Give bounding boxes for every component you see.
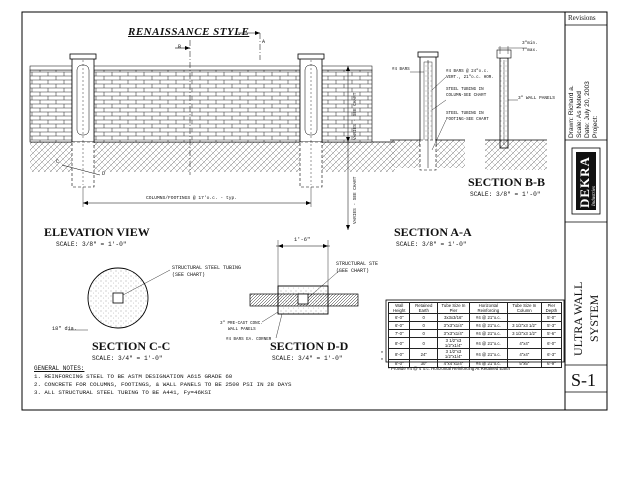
bb-dim-max: 7"max. [522,48,538,53]
table-cell: 6'-0" [541,338,561,349]
table-cell: 0 [410,314,438,322]
row-marker: * [381,351,383,357]
table-cell: 5"x5" [507,360,541,368]
sheet-number: S-1 [571,370,597,390]
elevation-view-scale: SCALE: 3/8" = 1'-0" [56,241,127,248]
table-cell: #4 @ 21"o.c. [469,322,507,330]
dd-note-chart: (SEE CHART) [336,268,370,274]
table-cell: 3 1/2"x3 1/2"x1/4" [438,338,470,349]
aa-note-tubing-4: FOOTING-SEE CHART [446,118,489,122]
table-cell: #4 @ 21"o.c. [469,360,507,368]
elevation-view-title: ELEVATION VIEW [44,225,150,239]
table-row [389,322,562,330]
table-cell: 7'-0" [389,330,410,338]
footing-spacing-note: COLUMNS/FOOTINGS @ 17'o.c. - typ. [146,196,237,201]
cc-note-tubing: STRUCTURAL STEEL TUBING [172,265,242,271]
aa-note-tubing-1: STEEL TUBING IN [446,88,484,92]
chart-header-cell: Wall Height [389,303,410,314]
column-left [70,54,96,187]
wall-panel-left [30,70,72,142]
dd-note-bars: #4 BARS EA. CORNER [226,338,272,342]
section-bb-title: SECTION B-B [468,175,546,189]
table-cell: 3 1/2"x3 1/2" [507,330,541,338]
chart-header-cell: Retained Earth [410,303,438,314]
general-notes-heading: GENERAL NOTES: [34,365,85,372]
chart-header-cell: Horizontal Reinforcing [469,303,507,314]
table-cell: 24" [410,349,438,360]
cut-label-a: A [262,39,266,45]
table-cell: 8'-0" [389,360,410,368]
section-dd-drawing [250,237,358,338]
section-cc-scale: SCALE: 3/4" = 1'-0" [92,355,163,362]
aa-note-vert-hor: VERT., 21"o.c. HOR. [446,76,494,80]
chart-header-cell: Pier Depth [541,303,561,314]
table-cell: 5'-0" [541,314,561,322]
section-dd-scale: SCALE: 3/4" = 1'-0" [272,355,343,362]
section-dd-title: SECTION D-D [270,339,349,353]
wall-panel-right [322,70,372,142]
table-cell: 0 [410,330,438,338]
aa-note-tubing-2: COLUMN-SEE CHART [446,94,487,98]
system-name-line1: ULTRA WALL [571,281,585,356]
general-note-2: 2. CONCRETE FOR COLUMNS, FOOTINGS, & WALL PANELS TO BE 2500 PSI IN 28 DAYS [34,381,292,388]
table-cell: #4 @ 21"o.c. [469,349,507,360]
cut-label-d: D [102,171,106,177]
table-cell: 4"x4"x1/4" [438,360,470,368]
bb-dim-min: 3"min. [522,41,538,46]
table-row [389,349,562,360]
table-cell: #4 @ 21"o.c. [469,338,507,349]
section-cc-drawing [68,268,170,330]
table-cell: 4"x4" [507,349,541,360]
table-row [389,338,562,349]
table-cell: 6'-3" [541,349,561,360]
height-varies-note: VARIES - SEE CHART [353,92,358,140]
wall-panel-center [94,70,300,142]
table-cell [507,314,541,322]
table-cell: 3 1/2"x3 1/2"x1/4" [438,349,470,360]
table-cell: 6'-0" [389,322,410,330]
table-cell: 0 [410,322,438,330]
aa-note-bar-spacing: #4 BARS @ 24"o.c. [446,70,489,74]
section-aa-title: SECTION A-A [394,225,472,239]
wall-chart-table [388,302,562,368]
section-bb-scale: SCALE: 3/8" = 1'-0" [470,191,541,198]
column-right [298,54,324,187]
bb-note-panels: 3" WALL PANELS [518,96,555,101]
cc-diameter: 18" dia. [52,326,77,332]
general-note-3: 3. ALL STRUCTURAL STEEL TUBING TO BE A441, Fy=46KSI [34,389,212,396]
aa-note-bars: #4 BARS [392,68,410,72]
style-title: RENAISSANCE STYLE [128,26,250,38]
cut-label-c: C [56,159,60,165]
scale-note: Scale: As Noted [576,91,583,138]
table-cell: 4"x4" [507,338,541,349]
table-row [389,330,562,338]
cut-label-b: B [178,44,182,50]
section-cc-title: SECTION C-C [92,339,171,353]
logo-text: DEKRA [577,156,592,208]
table-cell: 3 1/2"x3 1/2" [507,322,541,330]
dd-note-steel: STRUCTURAL STE [336,261,379,267]
aa-note-tubing-3: STEEL TUBING IN [446,112,484,116]
table-cell: 8'-0" [389,349,410,360]
chart-header-cell: Tube Size In Pier [438,303,470,314]
dd-note-precast-1: 3" PRE-CAST CONC. [220,322,263,326]
table-cell: 30" [410,360,438,368]
row-marker: * [381,358,383,364]
revisions-label: Revisions [568,14,596,22]
system-name-line2: SYSTEM [587,294,601,342]
chart-header-cell: Tube Size In Column [507,303,541,314]
table-cell: 6'-0" [389,314,410,322]
table-cell: 0 [410,338,438,349]
section-bb-drawing [485,46,547,170]
general-note-1: 1. REINFORCING STEEL TO BE ASTM DESIGNATION A615 GRADE 60 [34,373,233,380]
table-cell: #4 @ 21"o.c. [469,330,507,338]
table-cell: 3"x3"x1/4" [438,322,470,330]
chart-header-row [389,303,562,314]
project-label: Project: [592,115,599,138]
table-cell: 6'-9" [541,360,561,368]
dd-note-precast-2: WALL PANELS [228,328,256,332]
date-note: Date: July 20, 2003 [584,81,591,138]
drawn-by: Drawn: Richard a. [568,85,575,138]
chart-footnote: * Provide #4 @ 4"o.c. Horizontal Reinforcing At Retained Earth [388,366,510,371]
dd-dim: 1'-6" [294,237,311,243]
cc-note-chart: (SEE CHART) [172,272,206,278]
table-cell: #4 @ 21"o.c. [469,314,507,322]
table-cell: 3"x3"x1/4" [438,330,470,338]
table-cell: 5'-3" [541,322,561,330]
section-aa-scale: SCALE: 3/8" = 1'-0" [396,241,467,248]
logo-subtext: Industries [592,186,597,206]
table-cell: 3x3x3/16" [438,314,470,322]
table-cell: 8'-0" [389,338,410,349]
table-row [389,314,562,322]
table-cell: 5'-6" [541,330,561,338]
depth-varies-note: VARIES - SEE CHART [353,176,358,224]
